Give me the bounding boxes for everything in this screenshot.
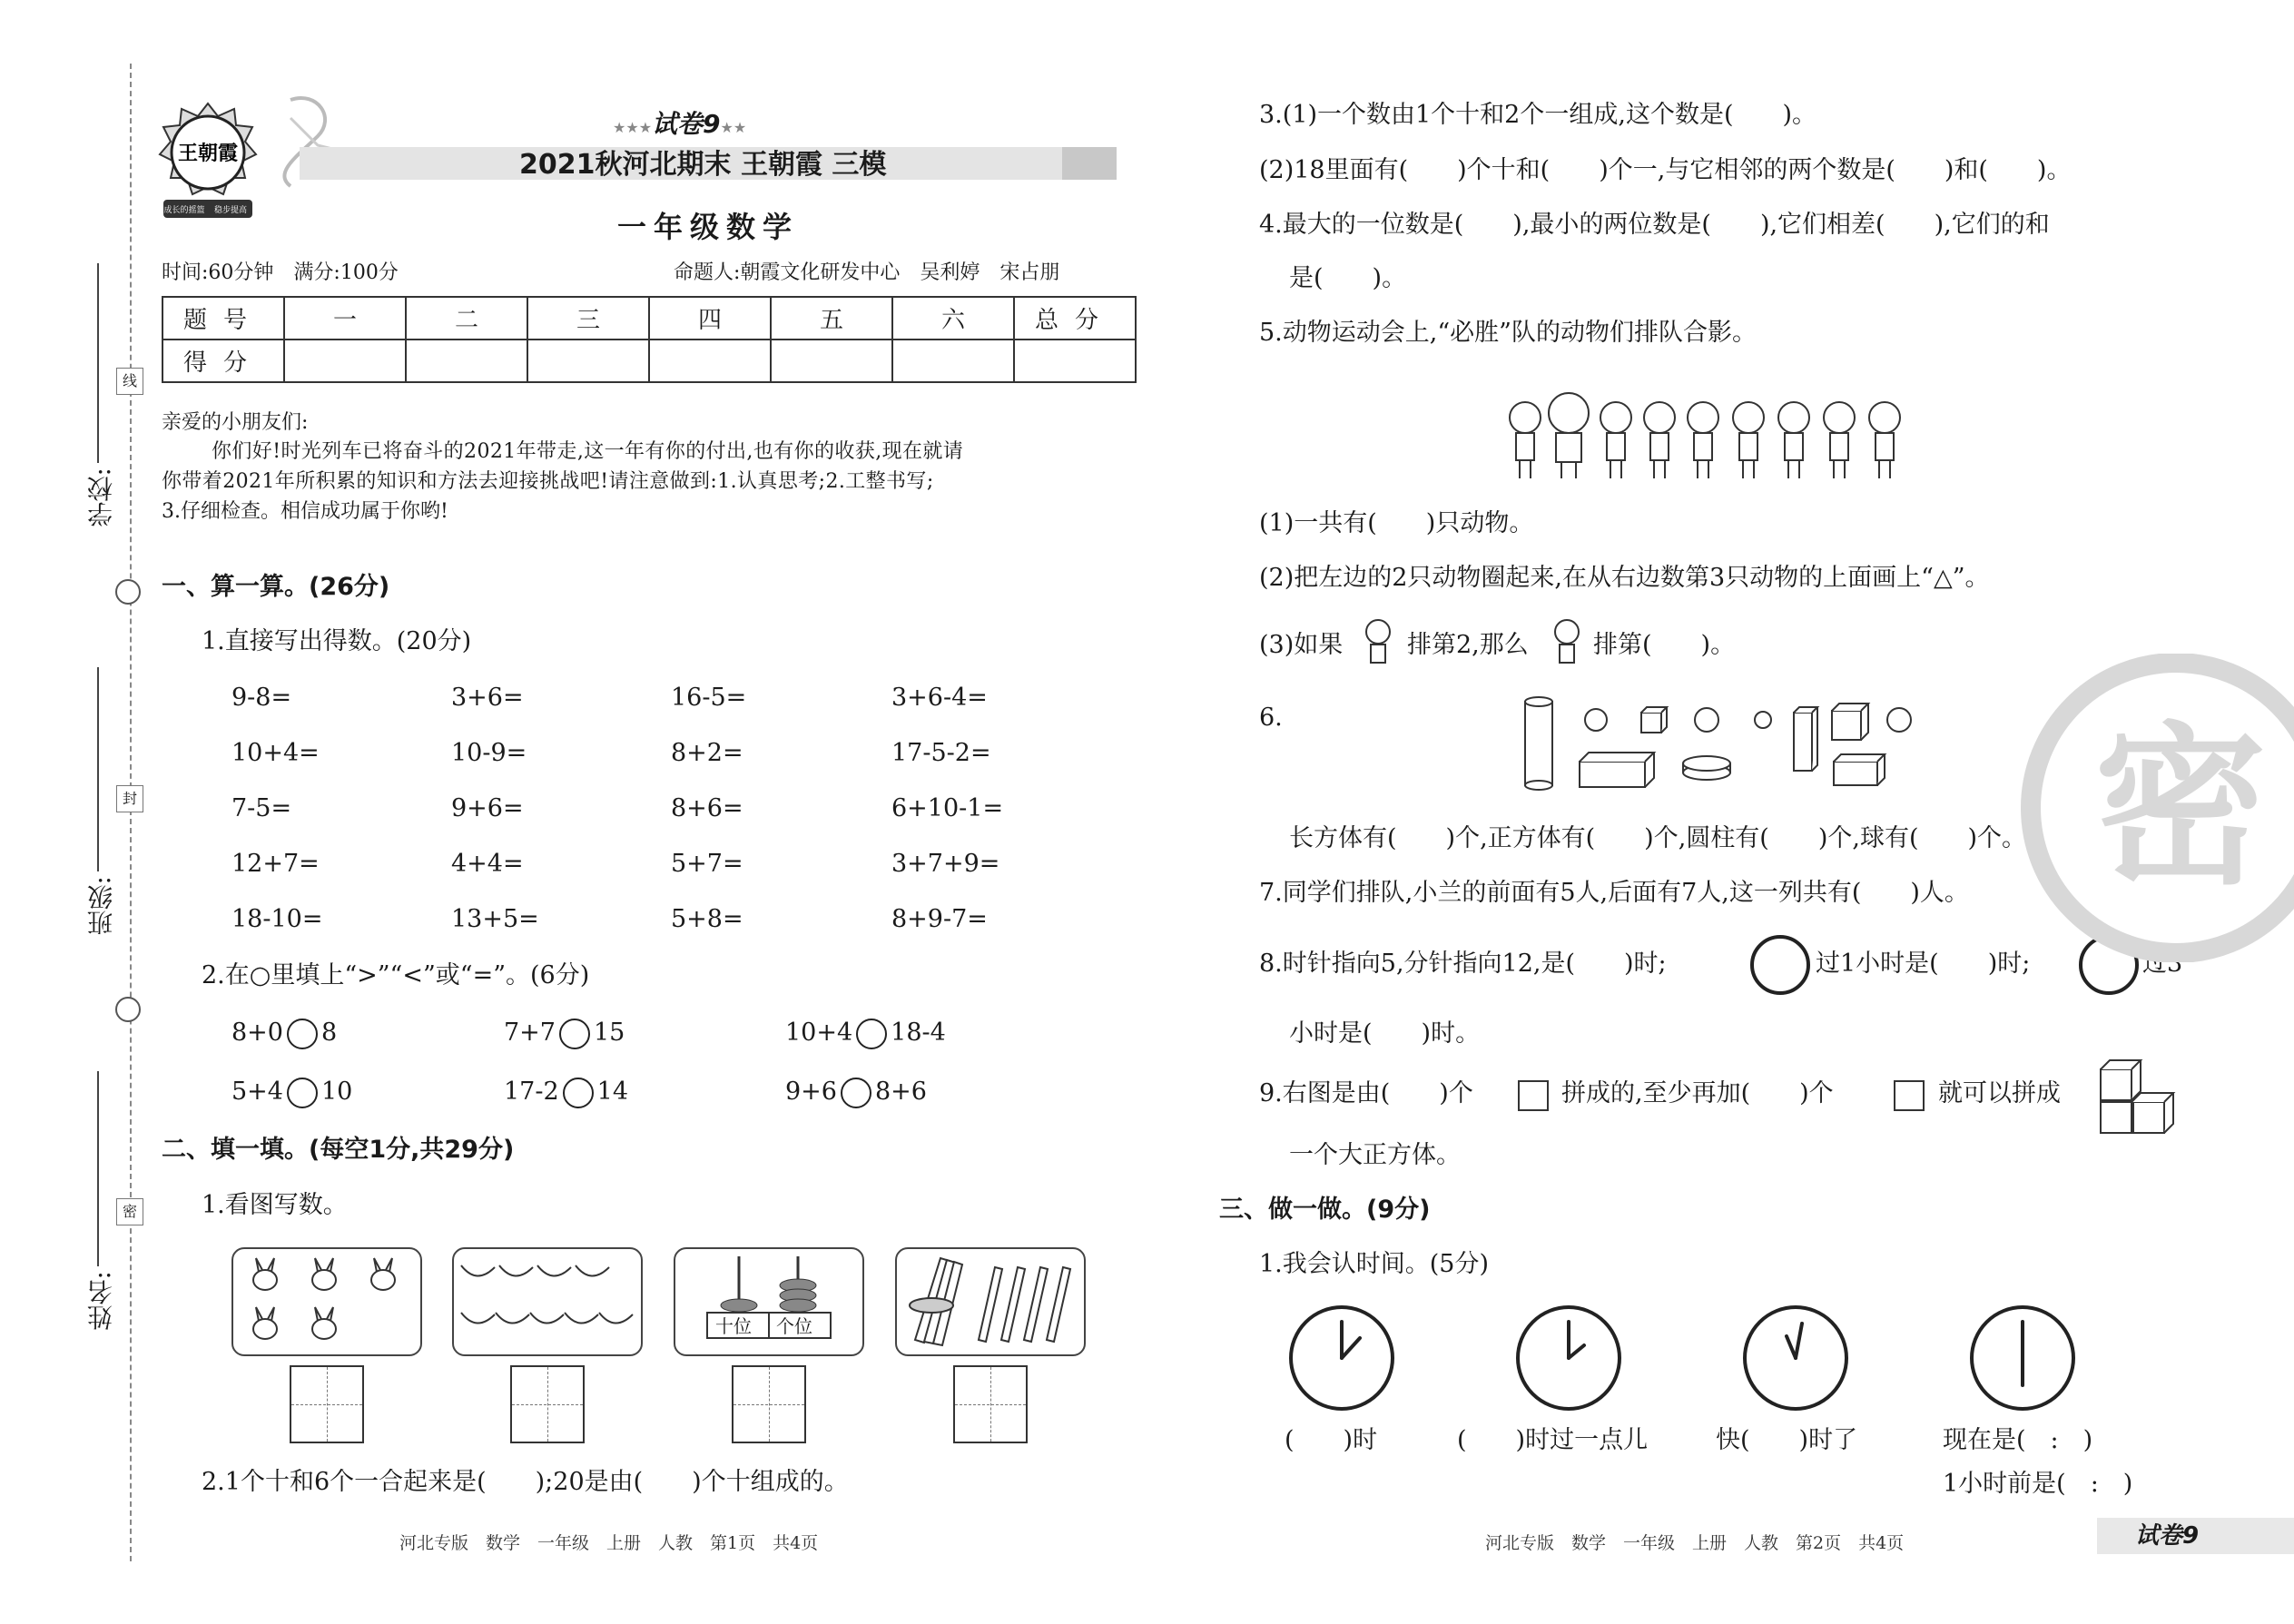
table-cell: 二 (406, 297, 527, 340)
svg-text:稳步提高: 稳步提高 (213, 206, 248, 215)
animals-illustration (1505, 377, 1910, 484)
calc-item: 5+8= (671, 905, 743, 933)
footer-left: 河北专版 数学 一年级 上册 人教 第1页 共4页 (399, 1533, 819, 1553)
time-info: 时间:60分钟 满分:100分 (162, 261, 399, 284)
table-cell: 得分 (162, 340, 284, 382)
calc-item: 3+6-4= (891, 684, 988, 712)
name-field[interactable] (97, 1071, 99, 1266)
compare-item (785, 1018, 946, 1049)
table-cell: 五 (771, 297, 892, 340)
compare-left: 5+4 (231, 1078, 283, 1106)
question-title: 1.看图写数。 (202, 1191, 348, 1219)
class-field[interactable] (97, 667, 99, 871)
clock-answer: 现在是( : ) (1943, 1426, 2093, 1454)
score-input[interactable] (892, 340, 1014, 382)
compare-circle-input[interactable] (287, 1078, 318, 1108)
calc-item: 8+9-7= (891, 905, 988, 933)
elephant-icon (1362, 617, 1394, 672)
compare-item (504, 1018, 625, 1049)
logo-text: 王朝霞 (177, 142, 239, 165)
solid-shapes-illustration (1516, 694, 1915, 794)
question-text: 过3 (2142, 950, 2183, 978)
calc-item: 10-9= (451, 739, 527, 767)
score-table (162, 296, 1137, 383)
calc-item: 17-5-2= (891, 739, 991, 767)
intro-line: 你带着2021年所积累的知识和方法去迎接挑战吧!请注意做到:1.认真思考;2.工整书写; (162, 470, 934, 493)
calc-item: 10+4= (231, 739, 320, 767)
question-text: 排第2,那么 (1407, 631, 1529, 659)
clock-icon (1750, 935, 1810, 995)
question-text: 拼成的,至少再加( )个 (1561, 1079, 1834, 1107)
intro-greeting: 亲爱的小朋友们: (162, 411, 309, 434)
footer-badge: 试卷9 (2135, 1522, 2200, 1550)
picture-abacus (674, 1247, 864, 1356)
calc-item: 3+6= (451, 684, 524, 712)
question-text: 3.(1)一个数由1个十和2个一组成,这个数是( )。 (1259, 101, 1817, 129)
answer-grid[interactable] (953, 1365, 1028, 1443)
name-label: 姓名: (86, 1271, 116, 1331)
binding-dashed-line (130, 64, 132, 1561)
question-text: 6. (1259, 704, 1283, 732)
footer-right: 河北专版 数学 一年级 上册 人教 第2页 共4页 (1485, 1533, 1905, 1553)
seal-mark-secret: 密 (116, 1198, 143, 1225)
intro-line: 你们好!时光列车已将奋斗的2021年带走,这一年有你的付出,也有你的收获,现在就请 (212, 440, 964, 463)
table-cell: 一 (284, 297, 406, 340)
exam-title: 2021秋河北期末 王朝霞 三模 (519, 149, 887, 181)
calc-item: 3+7+9= (891, 850, 1000, 878)
calc-item: 13+5= (451, 905, 539, 933)
answer-grid[interactable] (290, 1365, 364, 1443)
question-text: 长方体有( )个,正方体有( )个,圆柱有( )个,球有( )个。 (1289, 824, 2027, 852)
compare-left: 17-2 (504, 1078, 559, 1106)
calc-item: 8+6= (671, 794, 743, 822)
compare-right: 8+6 (874, 1078, 927, 1106)
question-title: 1.直接写出得数。(20分) (202, 627, 472, 655)
school-label: 学校: (86, 468, 116, 527)
compare-item (231, 1077, 352, 1108)
section-heading: 一、算一算。(26分) (162, 573, 390, 601)
compare-item (231, 1018, 337, 1049)
answer-grid[interactable] (510, 1365, 585, 1443)
calc-item: 4+4= (451, 850, 524, 878)
cube-icon (1518, 1080, 1549, 1111)
clock-answer: 快( )时了 (1716, 1426, 1858, 1454)
calc-item: 5+7= (671, 850, 743, 878)
question-text: 7.同学们排队,小兰的前面有5人,后面有7人,这一列共有( )人。 (1259, 879, 1969, 907)
answer-grid[interactable] (732, 1365, 806, 1443)
question-text: (3)如果 (1259, 631, 1344, 659)
school-field[interactable] (97, 263, 99, 463)
question-text: 一个大正方体。 (1289, 1141, 1461, 1169)
table-cell: 六 (892, 297, 1014, 340)
question-text: 8.时针指向5,分针指向12,是( )时; (1259, 950, 1667, 978)
table-cell: 题号 (162, 297, 284, 340)
compare-right: 8 (320, 1019, 338, 1047)
compare-circle-input[interactable] (856, 1019, 887, 1049)
compare-item (504, 1077, 628, 1108)
score-table-score-row (162, 340, 1136, 382)
intro-line: 3.仔细检查。相信成功属于你哟! (162, 500, 448, 523)
score-input[interactable] (284, 340, 406, 382)
subject-title: 一年级数学 (617, 210, 800, 244)
question-text: 是( )。 (1289, 264, 1407, 292)
compare-left: 7+7 (504, 1019, 556, 1047)
compare-right: 10 (320, 1078, 353, 1106)
seal-mark-line: 线 (116, 368, 143, 395)
calc-item: 9-8= (231, 684, 292, 712)
question-text: 就可以拼成 (1938, 1079, 2061, 1107)
binding-hole-icon (115, 997, 141, 1022)
clock-answer: ( )时过一点儿 (1457, 1426, 1649, 1454)
compare-left: 10+4 (785, 1019, 853, 1047)
secret-stamp-watermark (2017, 654, 2294, 962)
question-text: 9.右图是由( )个 (1259, 1079, 1473, 1107)
question-text: 小时是( )时。 (1289, 1019, 1481, 1048)
score-input[interactable] (649, 340, 771, 382)
score-input[interactable] (1014, 340, 1136, 382)
paper-number: ★★★试卷9★★ (613, 109, 747, 139)
question-text: 5.动物运动会上,“必胜”队的动物们排队合影。 (1259, 319, 1757, 347)
binding-hole-icon (115, 579, 141, 605)
question-text: (1)一共有( )只动物。 (1259, 509, 1534, 537)
compare-circle-input[interactable] (563, 1078, 594, 1108)
score-input[interactable] (406, 340, 527, 382)
table-cell: 总分 (1014, 297, 1136, 340)
clock-answer: ( )时 (1285, 1426, 1378, 1454)
calc-item: 6+10-1= (891, 794, 1004, 822)
compare-right: 18-4 (891, 1019, 946, 1047)
compare-left: 8+0 (231, 1019, 283, 1047)
abacus-label-ones: 个位 (776, 1315, 812, 1337)
compare-left: 9+6 (785, 1078, 837, 1106)
calc-item: 8+2= (671, 739, 743, 767)
question-text: 排第( )。 (1593, 631, 1736, 659)
calc-item: 16-5= (671, 684, 747, 712)
class-label: 班级: (86, 876, 116, 936)
section-heading: 三、做一做。(9分) (1219, 1196, 1431, 1224)
score-table-header-row (162, 297, 1136, 340)
table-cell: 四 (649, 297, 771, 340)
clock-answer: 1小时前是( : ) (1943, 1470, 2133, 1498)
abacus-label-tens: 十位 (715, 1315, 752, 1337)
question-text: 过1小时是( )时; (1816, 950, 2031, 978)
picture-sticks (895, 1247, 1086, 1356)
calc-item: 12+7= (231, 850, 320, 878)
svg-text:密: 密 (2093, 707, 2268, 908)
calc-item: 9+6= (451, 794, 524, 822)
question-title: 2.在○里填上“>”“<”或“=”。(6分) (202, 961, 590, 989)
question-text: 2.1个十和6个一合起来是( );20是由( )个十组成的。 (202, 1468, 849, 1496)
question-text: (2)18里面有( )个十和( )个一,与它相邻的两个数是( )和( )。 (1259, 156, 2072, 184)
section-heading: 二、填一填。(每空1分,共29分) (162, 1136, 515, 1164)
compare-right: 14 (596, 1078, 629, 1106)
calc-item: 18-10= (231, 905, 323, 933)
seal-mark-seal: 封 (116, 785, 143, 812)
cube-icon (1894, 1080, 1925, 1111)
picture-rabbits (231, 1247, 422, 1356)
score-input[interactable] (771, 340, 892, 382)
table-cell: 三 (527, 297, 649, 340)
compare-circle-input[interactable] (841, 1078, 871, 1108)
question-text: (2)把左边的2只动物圈起来,在从右边数第3只动物的上面画上“△”。 (1259, 564, 1990, 592)
calc-item: 7-5= (231, 794, 292, 822)
svg-text:成长的摇篮: 成长的摇篮 (163, 206, 205, 215)
monkey-icon (1551, 617, 1583, 672)
compare-item (785, 1077, 927, 1108)
picture-bananas (452, 1247, 643, 1356)
score-input[interactable] (527, 340, 649, 382)
compare-circle-input[interactable] (559, 1019, 590, 1049)
cube-stack-illustration (2097, 1057, 2188, 1144)
compare-circle-input[interactable] (287, 1019, 318, 1049)
compare-right: 15 (593, 1019, 625, 1047)
question-text: 4.最大的一位数是( ),最小的两位数是( ),它们相差( ),它们的和 (1259, 211, 2050, 239)
author-info: 命题人:朝霞文化研发中心 吴利婷 宋占朋 (674, 261, 1060, 284)
clock-hands (1289, 1305, 2079, 1411)
question-title: 1.我会认时间。(5分) (1259, 1250, 1490, 1278)
brand-logo (154, 100, 261, 222)
